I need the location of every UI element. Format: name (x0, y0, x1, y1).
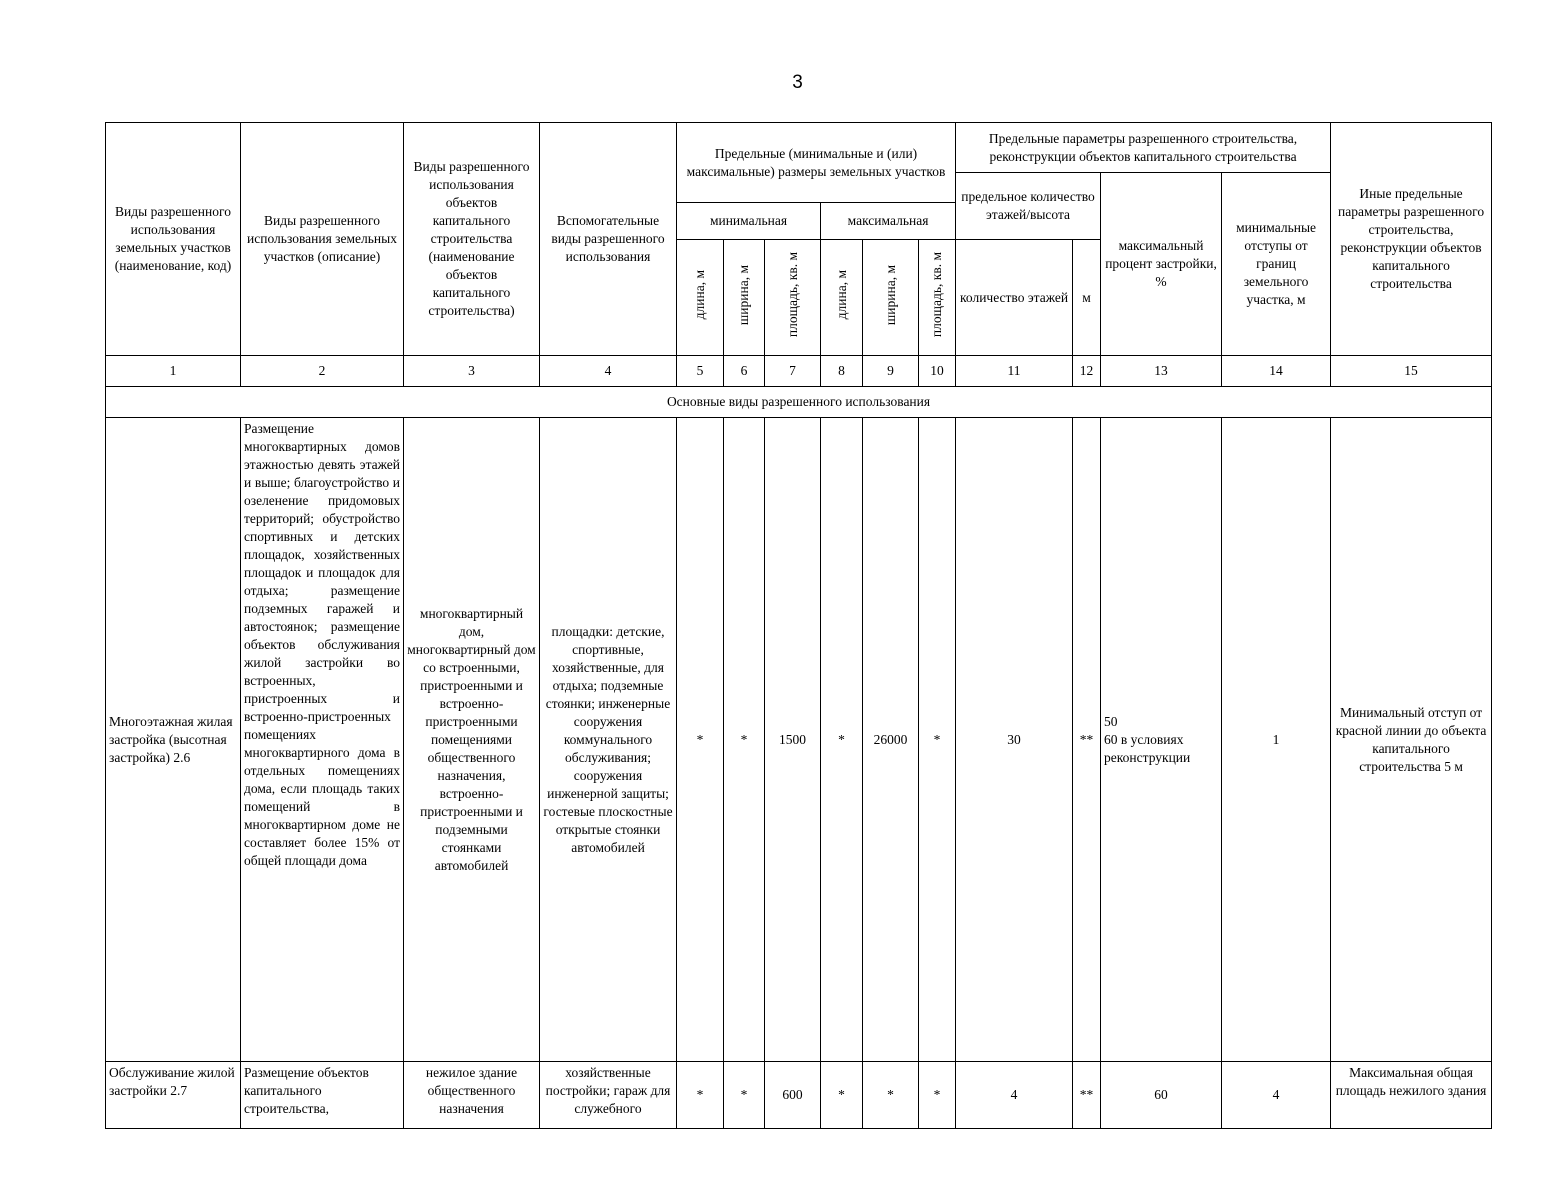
cell-max-area: * (919, 418, 956, 1062)
section-title: Основные виды разрешенного использования (106, 387, 1492, 418)
cell-min-length: * (677, 1062, 724, 1129)
cell-min-setback: 4 (1222, 1062, 1331, 1129)
header-plot-sizes: Предельные (минимальные и (или) максимальные) размеры земельных участков (677, 123, 956, 203)
cell-other-params: Минимальный отступ от красной линии до объекта капитального строительства 5 м (1331, 418, 1492, 1062)
column-number: 3 (404, 356, 540, 387)
header-max-percent: максимальный процент застройки, % (1101, 173, 1222, 356)
cell-min-setback: 1 (1222, 418, 1331, 1062)
column-numbers-row (106, 356, 1492, 387)
column-number: 14 (1222, 356, 1331, 387)
header-max-width: ширина, м (863, 240, 919, 356)
cell-land-use-name: Многоэтажная жилая застройка (высотная застройка) 2.6 (106, 418, 241, 1062)
column-number: 9 (863, 356, 919, 387)
cell-min-area: 600 (765, 1062, 821, 1129)
cell-land-use-description: Размещение многоквартирных домов этажностью девять этажей и выше; благоустройство и озеленение придомовых территорий; обустройство спортивных и детских площадок, хозяйственных площадок и площадок для отдыха; размещение подземных гаражей и автостоянок; размещение объектов обслуживания жилой застройки во встроенных, пристроенных и встроенно-пристроенных помещениях многоквартирного дома в отдельных помещениях дома, если площадь таких помещений в многоквартирном доме не составляет более 15% от общей площади дома (241, 418, 404, 1062)
page-number: 3 (792, 72, 803, 93)
cell-max-percent: 60 (1101, 1062, 1222, 1129)
column-number: 7 (765, 356, 821, 387)
header-max-area: площадь, кв. м (919, 240, 956, 356)
cell-auxiliary-use: хозяйственные постройки; гараж для служебного (540, 1062, 677, 1129)
table-row (106, 1062, 1492, 1129)
cell-meters: ** (1073, 418, 1101, 1062)
cell-building-use: нежилое здание общественного назначения (404, 1062, 540, 1129)
regulations-table (105, 122, 1492, 1129)
cell-land-use-description: Размещение объектов капитального строительства, (241, 1062, 404, 1129)
header-minimal: минимальная (677, 203, 821, 240)
cell-min-width: * (724, 1062, 765, 1129)
cell-max-length: * (821, 418, 863, 1062)
header-floors: количество этажей (956, 240, 1073, 356)
column-number: 11 (956, 356, 1073, 387)
header-min-setback: минимальные отступы от границ земельного участка, м (1222, 173, 1331, 356)
cell-min-length: * (677, 418, 724, 1062)
column-number: 13 (1101, 356, 1222, 387)
cell-floors: 4 (956, 1062, 1073, 1129)
header-land-use-description: Виды разрешенного использования земельных участков (описание) (241, 123, 404, 356)
cell-building-use: многоквартирный дом, многоквартирный дом со встроенными, пристроенными и встроенно-пристроенными помещениями общественного назначения, встроенно-пристроенными и подземными стоянками автомобилей (404, 418, 540, 1062)
cell-land-use-name: Обслуживание жилой застройки 2.7 (106, 1062, 241, 1129)
header-land-use-name: Виды разрешенного использования земельных участков (наименование, код) (106, 123, 241, 356)
cell-meters: ** (1073, 1062, 1101, 1129)
header-building-use: Виды разрешенного использования объектов капитального строительства (наименование объектов капитального строительства) (404, 123, 540, 356)
header-min-length: длина, м (677, 240, 724, 356)
column-number: 1 (106, 356, 241, 387)
cell-max-percent: 50 60 в условиях реконструкции (1101, 418, 1222, 1062)
column-number: 2 (241, 356, 404, 387)
column-number: 5 (677, 356, 724, 387)
column-number: 12 (1073, 356, 1101, 387)
header-auxiliary-use: Вспомогательные виды разрешенного использования (540, 123, 677, 356)
cell-min-width: * (724, 418, 765, 1062)
cell-floors: 30 (956, 418, 1073, 1062)
cell-max-width: * (863, 1062, 919, 1129)
column-number: 4 (540, 356, 677, 387)
header-min-area: площадь, кв. м (765, 240, 821, 356)
column-number: 10 (919, 356, 956, 387)
header-min-width: ширина, м (724, 240, 765, 356)
cell-min-area: 1500 (765, 418, 821, 1062)
cell-max-area: * (919, 1062, 956, 1129)
header-other-params: Иные предельные параметры разрешенного строительства, реконструкции объектов капитального строительства (1331, 123, 1492, 356)
header-construction-params: Предельные параметры разрешенного строительства, реконструкции объектов капитального строительства (956, 123, 1331, 173)
header-maximal: максимальная (821, 203, 956, 240)
column-number: 6 (724, 356, 765, 387)
cell-auxiliary-use: площадки: детские, спортивные, хозяйственные, для отдыха; подземные стоянки; инженерные сооружения коммунального обслуживания; сооружения инженерной защиты; гостевые плоскостные открытые стоянки автомобилей (540, 418, 677, 1062)
header-floors-height: предельное количество этажей/высота (956, 173, 1101, 240)
cell-max-width: 26000 (863, 418, 919, 1062)
table-row (106, 418, 1492, 1062)
header-meters: м (1073, 240, 1101, 356)
cell-other-params: Максимальная общая площадь нежилого здания (1331, 1062, 1492, 1129)
column-number: 8 (821, 356, 863, 387)
header-max-length: длина, м (821, 240, 863, 356)
column-number: 15 (1331, 356, 1492, 387)
cell-max-length: * (821, 1062, 863, 1129)
